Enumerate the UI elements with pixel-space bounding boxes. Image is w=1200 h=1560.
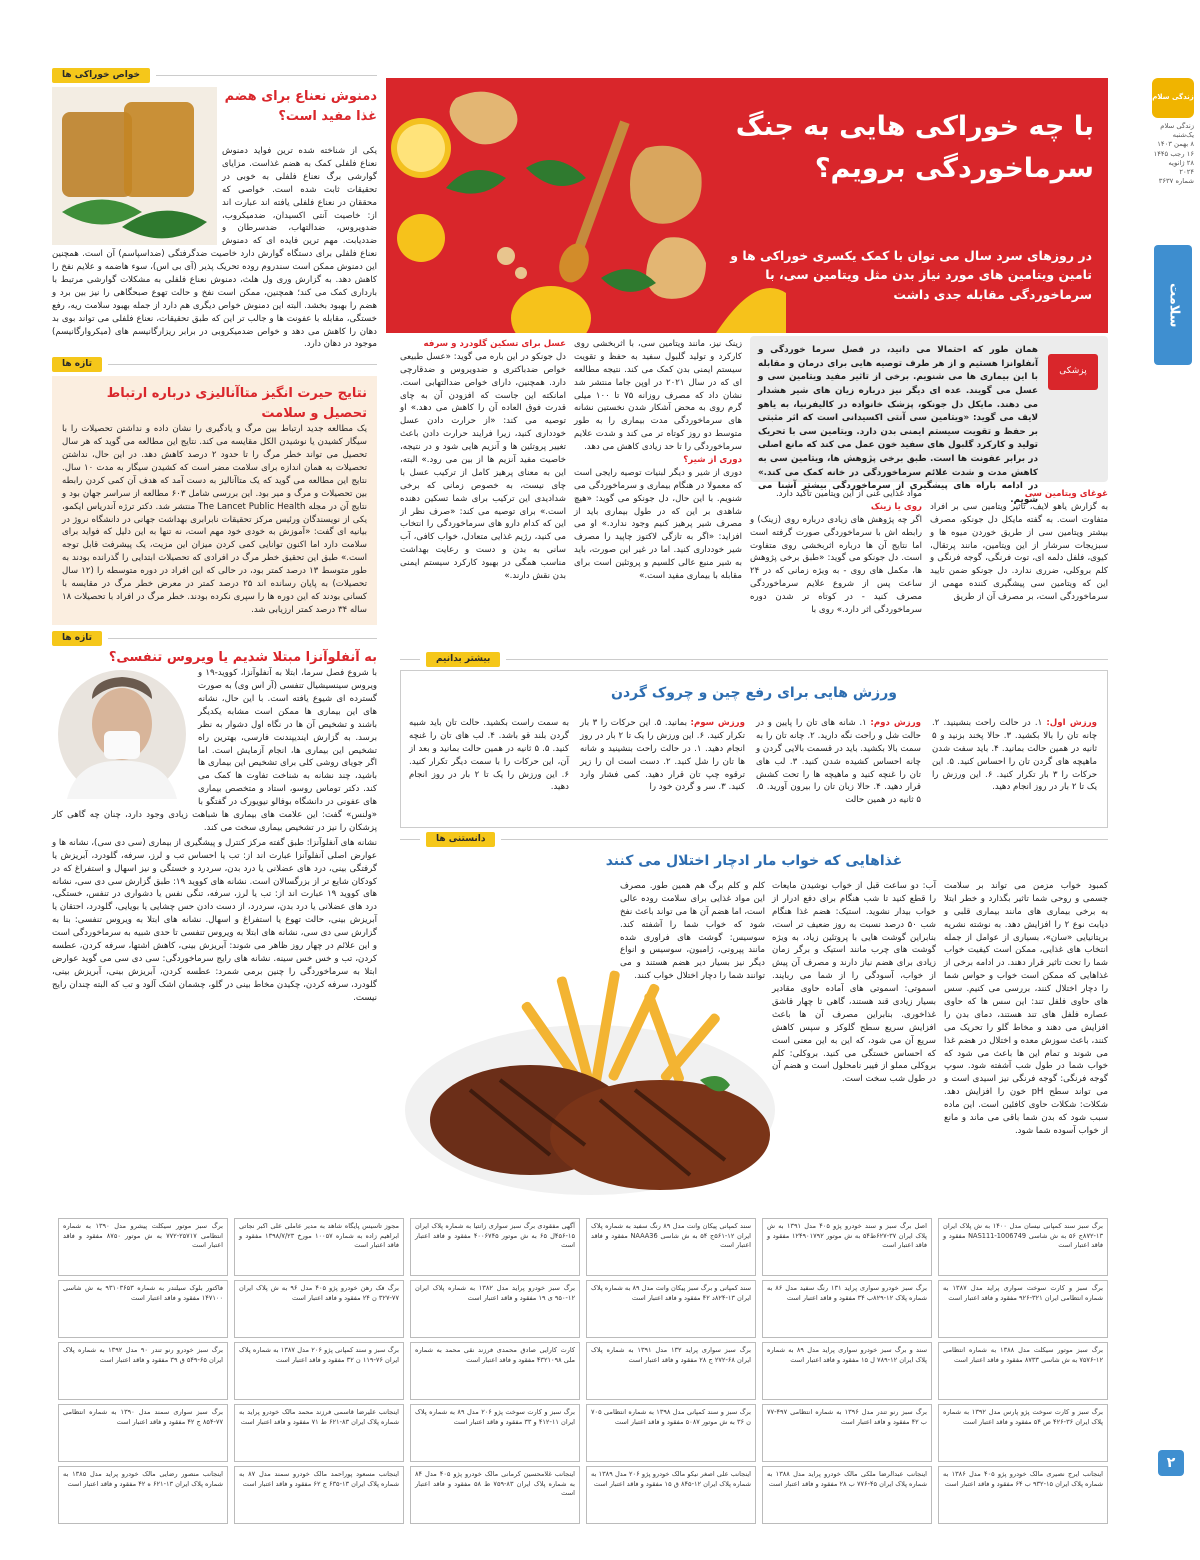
section-tag: خواص خوراکی ها: [52, 68, 150, 83]
section-tab[interactable]: سلامت: [1154, 245, 1192, 365]
exercise-col-3: ورزش سوم: بمانید. ۵. این حرکات را ۳ بار تکرار کنید. ۶. این ورزش را یک تا ۲ بار در روز انجام دهید. ۱. در حالت راحت بنشینید و شانه ها تان را شل کنید. ۲. دست است ان را زیر ترقوه چپ تان قرار دهید. کمی فشار وارد کنید. ۳. سر و گردن خود را: [580, 718, 746, 793]
classified-ad: برگ سبز و کارت سوخت پژو ۲۰۶ مدل ۸۹ به شماره پلاک ایران ۱۱-۴۱۲ و ۳۳ مفقود و فاقد اعتبار است: [410, 1404, 580, 1462]
classified-ad: اینجانب غلامحسین کرمانی مالک خودرو پژو ۴۰۵ مدل ۸۴ به شماره پلاک ایران ۸۳-۷۵۹ ط ۵۸ مفقود و فاقد اعتبار است: [410, 1466, 580, 1524]
exercise-col-4: به سمت راست بکشید. حالت تان باید شبیه گردن بلند قو باشد. ۴. لب های تان را غنچه کنید. ۵. ۵ ثانیه در همین حالت بمانید و بعد از آن، این حرکات را با سمت دیگر تکرار کنید. ۶. این ورزش را یک تا ۲ بار در روز انجام دهید.: [409, 718, 569, 793]
article-title: دمنوش نعناع برای هضم غذا مفید است؟: [224, 89, 377, 124]
sleep-col-1: کمبود خواب مزمن می تواند بر سلامت جسمی و روحی شما تاثیر بگذارد و خطر ابتلا به برخی بیماری های مانند بیماری قلبی و دیابت نوع ۲ را افزایش دهد. به نوشته نشریه بریتانیایی «سان»، بسیاری از عوامل از جمله انتخاب های غذایی، ممکن است کیفیت خواب شما را تحت تاثیر قرار دهند. در ادامه برخی از غذاهایی که ممکن است خواب و حواس شما را دچار اختلال کنند، بررسی می کنیم. سس های حاوی فلفل تند: این سس ها که حاوی عصاره فلفل های تند هستند، دمای بدن را افزایش می دهند و مخاط گلو را تحریک می کنند، باعث سوزش معده و اختلال در هضم غذا می شوند و تمام این ها باعث می شود که خواب شما در طول شب آشفته شود. سوپ گوجه فرنگی: گوجه فرنگی نیز اسیدی است و می تواند سطح pH خون را افزایش دهد. شکلات: شکلات حاوی کافئین است. این ماده سبب شود که بدن شما باقی می ماند و مانع از خواب آسوده شما شود.: [944, 881, 1108, 1136]
classified-ad: برگ سبز و سند کمپانی پژو ۲۰۶ مدل ۱۳۸۷ به شماره پلاک ایران ۷۶-۱۱۹ ن ۳۲ مفقود و فاقد اعتبار است: [234, 1342, 404, 1400]
leaf-icon: [446, 160, 656, 292]
issue-meta: زندگی سلام یک‌شنبه ۸ بهمن ۱۴۰۳ ۱۶ رجب ۱۴۴۵ ۲۸ ژانویه ۲۰۲۴ شماره ۳۶۳۷: [1153, 122, 1194, 186]
classified-ad: اینجانب علی اصغر نیکو مالک خودرو پژو ۲۰۶ مدل ۱۳۸۹ به شماره پلاک ایران ۱۲-۸۴۵ ق ۱۵ مفقود و فاقد اعتبار است: [586, 1466, 756, 1524]
classified-ad: برگ سبز سواری پراید ۱۳۲ مدل ۱۳۹۱ به شماره پلاک ایران ۶۸-۲۷۲ ج ۲۸ مفقود و فاقد اعتبار است: [586, 1342, 756, 1400]
classified-ad: برگ سبز خودرو سواری پراید ۱۳۱ رنگ سفید مدل ۸۶ به شماره پلاک ۱۲-۸۲۹ب ۳۴ مفقود و فاقد اعتبار است: [762, 1280, 932, 1338]
intro-box: [750, 336, 1108, 505]
exercise-title: ورزش هایی برای رفع چین و چروک گردن: [611, 685, 897, 701]
main-headline: با چه خوراکی هایی به جنگ سرماخوردگی برویم؟: [735, 111, 1094, 184]
section-tag: تازه ها: [52, 357, 102, 372]
intro-text: همان طور که احتمالا می دانید، در فصل سرما خوردگی و آنفلوانزا هستیم و از هر طرف توصیه هایی برای درمان و مقابله با این بیماری ها می شنویم. برخی از تاثیر مفید ویتامین سی و عسل می گویند. عده ای دیگر نیز درباره زیان های شیر هشدار می دهند. مایکل دل جونکو، پزشک خانواده در کالیفرنیا، به یاهو لایف می گوید: «ویتامین سی آنتی اکسیدانی است که اثر مثبتی بر حفظ و تقویت سیستم ایمنی بدن دارد. ویتامین سی با تحریک تولید و کارکرد گلبول های سفید خون عمل می کند که مانع اصلی در برابر عفونت ها است. طبق برخی پژوهش ها، ویتامین سی به کاهش مدت و شدت علائم سرماخوردگی در خانه کمک می کند.» در ادامه باراه های پیشگیری از سرماخوردگی بیشتر آشنا می شویم.: [758, 345, 1038, 505]
exercise-col-1: ورزش اول: ۱. در حالت راحت بنشینید. ۲. چانه تان را بالا بکشید. ۳. حالا پخند بزنید و ۵ ثانیه در همین حالت بمانید. ۴. باید سفت شدن ماهیچه های گردن تان را احساس کنید. ۵. این حرکات را ۳ بار تکرار کنید. ۶. این ورزش را یک تا ۲ بار در روز انجام دهید.: [932, 718, 1098, 793]
classified-ad: سند کمپانی پیکان وانت مدل ۸۹ رنگ سفید به شماره پلاک ایران ۱۲-۵۶۱ج ۵۴ به ش شاسی NAAA36 مفقود و فاقد اعتبار است: [586, 1218, 756, 1276]
masthead-strip: [1152, 78, 1194, 186]
main-subheadline: در روزهای سرد سال می توان با کمک یکسری خوراکی ها و تامین ویتامین های مورد نیاز بدن مثل ویتامین سی، با سرماخوردگی مقابله جدی داشت: [730, 248, 1092, 302]
left-column: [52, 68, 377, 1004]
classified-ad: اینجانب مسعود پوراحمد مالک خودرو سمند مدل ۸۷ به شماره پلاک ایران ۱۳-۶۳۵ ج ۶۲ مفقود و فاقد اعتبار است: [234, 1466, 404, 1524]
classified-ad: آگهی مفقودی برگ سبز سواری زانتیا به شماره پلاک ایران ۱۵-۴۵۶ل ۶۵ به ش موتور ۴۰۰۶۷۴۵ مفقود و فاقد اعتبار است: [410, 1218, 580, 1276]
article-col-1: غوغای ویتامین سی به گزارش یاهو لایف، تاثیر ویتامین سی بر افراد متفاوت است. به گفته مایکل دل جونکو، مصرف بیشتر ویتامین سی از طریق خوردن میوه ها و سبزیجات سرشار از این ویتامین، مانند پرتقال، کیوی، فلفل دلمه ای، توت فرنگی، گوجه فرنگی و کلم بروکلی، ضرری ندارد. دل جونکو ضمن تایید این که ویتامین سی پیشگیری کننده مهمی از سرماخوردگی است، بر مصرف آن از طریق: [930, 489, 1108, 603]
steak-fries-photo: [400, 960, 810, 1210]
sneezing-man-photo: [52, 669, 192, 799]
article-title: نتایج حیرت انگیز متاآنالیزی درباره ارتباط تحصیل و سلامت: [106, 386, 367, 421]
section-divider: دانستنی ها: [400, 832, 1108, 847]
section-divider: بیشتر بدانیم: [400, 652, 1108, 667]
sleep-col-3: کلم و کلم برگ هم همین طور. مصرف این مواد غذایی برای سلامت روده عالی است، اما هضم آن ها می تواند باعث نفخ شود که خواب شما را آشفته کند. سوسیس: گوشت های فراوری شده مانند پپرونی، ژامبون، سوسیس و انواع دیگر نیز بسیار دیر هضم هستند و می توانند شما را دچار اختلال خواب کنند.: [620, 881, 765, 982]
mint-tea-photo: [52, 87, 217, 245]
article-col-4: عسل برای تسکین گلودرد و سرفه دل جونکو در این باره می گوید: «عسل طبیعی خواص ضدباکتری و ضدویروس و ضدقارچی دارد. همچنین، دارای خواص ضدالتهابی است. امانکته این جاست که افزودن آن به چای قدرت فوق العاده آن را کاهش می دهد.» او توصیه می کند: «از حرارت دادن عسل خودداری کنید، زیرا فرایند حرارت دادن باعث تغییر پروتئین ها و آنزیم هایی شود و در نتیجه، خاصیت مفید آنزیم ها از بین می رود.» البته، این به معنای پرهیز کامل از ترکیب عسل با چای نیست، به خصوص زمانی که برخی شدادیدی این ترکیب برای شما تسکین دهنده است.» برای توصیه می کند: «صرف نظر از این که کدام دارو های سرماخوردگی را انتخاب می کنید، رژیم غذایی متعادل، خواب کافی، آب سانی به بدن و دست و رعایت بهداشت مناسب همگی در بهبود کارکرد سیستم ایمنی بدن نقش دارند.»: [400, 339, 566, 582]
article-body: با شروع فصل سرما، ابتلا به آنفلوآنزا، کووید-۱۹ و ویروس سینسیشیال تنفسی (آر اس وی) به صورت گسترده ای شیوع یافته است. با این حال، نشانه های این بیماری ها ممکن است مشابه یکدیگر باشند و تشخیص آن ها در نگاه اول دشوار به نظر برسد. به گزارش ایندیپندنت فارسی، بهترین راه تشخیص این بیماری ها، انجام آزمایش است. اما اگر جویای روشی کلی برای تشخیص این بیماری ها باشید، چند نشانه به شناخت تفاوت ها کمک می کند. دکتر توماس روسو، استاد و متخصص بیماری های عفونی در دانشگاه بوفالو نیویورک در گفتگو با «ولنس» گفت: این علامت های بیماری ها شباهت زیادی وجود دارد، چنان چه گاهی کار پزشکان را نیز در تشخیص بیماری سخت می کند. نشانه های آنفلوآنزا: طبق گفته مرکز کنترل و پیشگیری از بیماری (سی دی سی)، نشانه ها و عوارض اصلی آنفلوآنزا عبارت اند از: تب یا احساس تب و لرز، سرفه، گلودرد، آبریزش یا گرفتگی بینی، درد های عضلانی یا درد بدن، سردرد و خستگی و نیز اسهال و استفراغ که در کودکان شایع تر از بزرگسالان است. نشانه های کووید ۱۹: طبق گزارش سی دی سی، نشانه های کووید ۱۹ عبارت اند از: تب یا لرز، سرفه، تنگی نفس یا دشواری در تنفس، خستگی، درد های عضلانی یا درد بدن، سردرد، از دست دادن حس چشایی یا بویایی، گلودرد، احتقان یا آبریزش بینی، حالت تهوع یا استفراغ و اسهال. نشانه های ابتلا به ویروس تنفسی: بنا به گزارش سی دی سی، نشانه های ابتلا به ویروس تنفسی تا حدی شبیه به سرماخوردگی است و این علائم در چهار روز ظاهر می شوند: آبریزش بینی، کاهش اشتها، سرفه کردن، عطسه کردن، تب و خس خس سینه. نشانه های رایج سرماخوردگی: سی دی سی می گوید عوارض ابتلا به سرماخوردگی را چنین برمی شمرد: عطسه کردن، آبریزش بینی، آبریزش بینی، گلودرد، سرفه کردن، چکیدن مخاط بینی در گلو، چشمان اشک آلود و تب که البته چندان رایج نیست.: [52, 668, 377, 1003]
hero-banner: [386, 78, 1108, 333]
classified-ad: برگ سبز سواری سمند مدل ۱۳۹۰ به شماره انتظامی ۷۷-۸۵۴ ج ۴۲ مفقود و فاقد اعتبار است: [58, 1404, 228, 1462]
classified-ads: [52, 1218, 1108, 1526]
page-number: ۲: [1158, 1450, 1184, 1476]
article-title: به آنفلوآنزا مبتلا شدیم یا ویروس تنفسی؟: [108, 649, 377, 665]
classified-ad: برگ سبز و سند کمپانی مدل ۱۳۹۸ به شماره انتظامی ۷۰۵ ن ۳۶ به ش موتور ۵۰۸۷ مفقود و فاقد اعتبار است: [586, 1404, 756, 1462]
classified-ad: اصل برگ سبز و سند خودرو پژو ۴۰۵ مدل ۱۳۹۱ به ش پلاک ایران ۳۷-۶۲۷ط۵۴ به ش موتور ۱۲۴۹۰۱۷۹۲ مفقود و فاقد اعتبار است: [762, 1218, 932, 1276]
classified-ad: فاکتور بلوک سیلندر به شماره ۹۳۱۰۳۶۵۳ به ش شاسی ۱۴۷۱۰۰ مفقود و فاقد اعتبار است: [58, 1280, 228, 1338]
honey-dipper-icon: [554, 121, 630, 287]
article-col-3: زینک نیز، مانند ویتامین سی، با اثربخشی روی کارکرد و تولید گلبول سفید به حفظ و تقویت سیستم ایمنی بدن کمک می کند. نتیجه مطالعه ای که در سال ۲۰۲۱ در اوپن جاما منتشر شد نشان داد که مصرف روزانه ۷۵ تا ۱۰۰ میلی گرم روی به محض آشکار شدن نخستین نشانه های سرماخوردگی مدت بیماری را به طور متوسط دو روز کوتاه تر می کند و شدت علایم سرماخوردگی را تا حد زیادی کاهش می دهد. دوری از شیر؟ دوری از شیر و دیگر لبنیات توصیه رایجی است که معمولا در هنگام بیماری و سرماخوردگی می شنویم. با این حال، دل جونکو می گوید: «هیچ شاهدی بر این که در طول بیماری باید از مصرف شیر پرهیز کنیم وجود ندارد.» او می افزاید: «اگر به تازگی لاکتوز چاپید را مصرف شیر خودداری کنید. اما در غیر این صورت، باید به شیر منبع عالی کلسیم و پروتئین است برای مقابله با بیماری مفید است.»: [574, 339, 743, 582]
classified-ad: برگ سبز سند کمپانی نیسان مدل ۱۴۰۰ به ش پلاک ایران ۱۳-۸۷۲ج ۵۶ به ش شاسی NAS111-1006749 مفقود و فاقد اعتبار است: [938, 1218, 1108, 1276]
classified-ad: برگ سبز و کارت سوخت سواری پراید مدل ۱۳۸۷ به شماره انتظامی ایران ۳۲۱-۹۲۶ مفقود و فاقد اعتبار است: [938, 1280, 1108, 1338]
classified-ad: برگ سبز موتور سیکلت مدل ۱۳۸۸ به شماره انتظامی ۱۲-۷۵۷۶ به ش شاسی ۸۷۳۳ مفقود و فاقد اعتبار است: [938, 1342, 1108, 1400]
logo: زندگی سلام: [1152, 78, 1194, 118]
classified-ad: برگ سبز خودرو پراید مدل ۱۳۸۲ به شماره پلاک ایران ۱۲-۹۵۰ ی ۱۹ مفقود و فاقد اعتبار است: [410, 1280, 580, 1338]
category-badge: پزشکی: [1048, 354, 1098, 390]
classified-ad: برگ سبز موتور سیکلت پیشرو مدل ۱۳۹۰ به شماره انتظامی ۲۵۷۱۷-۷۷۲ به ش موتور ۸۷۵۰ مفقود و فاقد اعتبار است: [58, 1218, 228, 1276]
classified-ad: برگ فک رهن خودرو پژو ۴۰۵ مدل ۹۶ به ش پلاک ایران ۷۷-۳۲۷ ن ۲۴ مفقود و فاقد اعتبار است: [234, 1280, 404, 1338]
classified-ad: سند و برگ سبز خودرو سواری پراید مدل ۸۹ به شماره پلاک ایران ۱۲-۷۸۹ ل ۱۵ مفقود و فاقد اعتبار است: [762, 1342, 932, 1400]
sleep-title: غذاهایی که خواب مار ادچار اختلال می کنند: [605, 853, 903, 869]
section-tag: تازه ها: [52, 631, 102, 646]
article-col-2: مواد غذایی غنی از این ویتامین تاکید دارد. روی یا زینک اگر چه پژوهش های زیادی درباره روی (زینک) و رابطه اش با سرماخوردگی صورت گرفته است اما نتایج آن ها درباره اثربخشی روی متفاوت است. دل جونکو می گوید: «طبق برخی پژوهش ها، مکمل های روی - به ویژه زمانی که در ۲۴ ساعت پس از شروع علایم سرماخوردگی مصرف کنید - در کوتاه تر شدن دوره سرماخوردگی اثر دارد.» روی با: [750, 489, 922, 616]
article-body: یک مطالعه جدید ارتباط بین مرگ و یادگیری را نشان داده و نداشتن تحصیلات را با سیگار کشیدن یا نوشیدن الکل مقایسه می کند. نتایج این مطالعه می گوید که هر سال تحصیل می تواند خطر مرگ را تا حدود ۲ درصد کاهش دهد. در این حال، نداشتن تحصیلات به همان اندازه برای سلامت مضر است که کشیدن سیگار به مدت ۱۰ سال. نتایج این مطالعه می گوید که یک متاآنالیز به دست آمد که هدف آن کمی کردن رابطه بین تحصیلات و مرگ و میر بود. این بررسی شامل ۶۰۳ مطالعه از سراسر جهان بود و نتایج آن در مجله The Lancet Public Health منتشر شد. دکتر ترژه آندریاس ایکمو، یکی از نویسندگان ورئیس مرکز تحقیقات نابرابری بهداشت جهانی در دانشگاه نروژ در بیانیه ای گفت: «آموزش به خودی خود مهم است، نه تنها به این دلیل که فواید برای سلامت دارد اما اکنون توانایی کمی کردن میزان این مزیت، یک پیشرفت قابل توجه است.» طبق این تحقیق خطر مرگ در افرادی که تحصیلات ابتدایی را گذرانده بودند به طور متوسط ۱۳ درصد کمتر بود، در حالی که این افراد در دوره متوسطه را (۱۲ سال تحصیلات) به پایان رسانده اند ۲۵ درصد کمتر در معرض خطر مرگ در مقایسه با کسانی بودند که این دوره ها را سپری نکرده بودند. خطر مرگ در افراد با تحصیلات ۱۸ ساله ۳۴ درصد کمتر ارزیابی شد.: [62, 424, 368, 615]
classified-ad: اینجانب منصور رضایی مالک خودرو پراید مدل ۱۳۸۵ به شماره پلاک ایران ۱۳-۶۲۱ ه ۴۲ مفقود و فاقد اعتبار است: [58, 1466, 228, 1524]
classified-ad: اینجانب عبدالرضا ملکی مالک خودرو پراید مدل ۱۳۸۸ به شماره پلاک ایران ۴۵-۷۷۶ ب ۲۸ مفقود و فاقد اعتبار است: [762, 1466, 932, 1524]
exercise-box: [400, 670, 1108, 828]
classified-ad: برگ سبز رنو تندر مدل ۱۳۹۶ به شماره انتظامی ۴۹۷-۷۷ ب ۴۲ مفقود و فاقد اعتبار است: [762, 1404, 932, 1462]
classified-ad: برگ سبز و کارت سوخت پژو پارس مدل ۱۳۹۲ به شماره پلاک ایران ۳۶-۴۲۶ ص ۵۴ مفقود و فاقد اعتبار است: [938, 1404, 1108, 1462]
exercise-col-2: ورزش دوم: ۱. شانه های تان را پایین و در حالت شل و راحت نگه دارید. ۲. چانه تان را به سمت بالا بکشید. باید در قسمت بالایی گردن و چانه احساس کشیده شدن کنید. ۳. لب های تان را غنچه کنید و ماهیچه ها را تحت کشش قرار دهید. ۴. حالا زبان تان را بیرون آورید. ۵. ۵ ثانیه در همین حالت: [756, 718, 922, 806]
classified-ad: اینجانب ایرج نصیری مالک خودرو پژو ۴۰۵ مدل ۱۳۸۶ به شماره پلاک ایران ۱۵-۹۳۲ ب ۶۴ مفقود و فاقد اعتبار است: [938, 1466, 1108, 1524]
article-body: یکی از شناخته شده ترین فواید دمنوش نعناع فلفلی کمک به هضم غذاست. مزایای گوارشی برگ نعناع فلفلی به خوبی در تحقیقات ثابت شده است. خواصی که محققان در نعناع فلفلی یافته اند عبارت اند از: خاصیت آنتی اکسیدان، ضدمیکروب، ضدویروس، ضدالتهاب، ضدسرطان و ضددیابت. مهم ترین فایده ای که دمنوش نعناع فلفلی برای دستگاه گوارش دارد خاصیت ضدگرفتگی (ضداسپاسم) آن است. همچنین این دمنوش ممکن است سندروم روده تحریک پذیر (آی بی اس)، سوء هاضمه و علایم نفخ را کاهش دهد. به گزارش وری ول هلث، دمنوش نعناع فلفلی به مشکلات گوارشی مرتبط با بارداری کمک می کند؛ همچنین، ممکن است نفخ و حالت تهوع صبحگاهی را نیز بین برد و هضم را بهبود بخشد. البته این دمنوش خواص دیگری هم دارد از جمله بهبود سلامت ریه، رفع خستگی، مقابله با عفونت ها و جالب تر این که طبق تحقیقات، نعناع فلفلی می تواند بوی بد دهان را کاهش می دهد و خواص ضدمیکروبی در برابر ریزارگانیسم های (میکروارگانیسم) موجود در دهان دارد.: [52, 146, 377, 350]
classified-ad: مجوز تاسیس پایگاه شاهد به مدیر عاملی علی اکبر نجاتی ابراهیم زاده به شماره ۱۰۰۵۷ مورخ ۱۳۹۸/۷/۲۳ مفقود و فاقد اعتبار است: [234, 1218, 404, 1276]
classified-ad: اینجانب علیرضا قاسمی فرزند محمد مالک خودرو پراید به شماره پلاک ایران ۸۳-۶۲۱ ط ۷۱ مفقود و فاقد اعتبار است: [234, 1404, 404, 1462]
classified-ad: سند کمپانی و برگ سبز پیکان وانت مدل ۸۹ به شماره پلاک ایران ۱۳-۸۲۴د ۴۲ مفقود و فاقد اعتبار است: [586, 1280, 756, 1338]
news-box: [52, 376, 377, 624]
sleep-col-2: آب: دو ساعت قبل از خواب نوشیدن مایعات را قطع کنید تا شب هنگام برای دفع ادرار از خواب بیدار نشوید. استیک: هضم غذا هنگام شب ۵۰ درصد نسبت به روز ضعیف تر است، بنابراین گوشت هایی با پروتئین زیاد، به ویژه گوشت های چرب مانند استیک و برگر زمان زیادی برای هضم نیاز دارند و مصرف آن پیش از خواب، آسودگی را از شما می ربایند. اسموتی: اسموتی های آماده حاوی مقادیر بسیار زیادی قند هستند، گاهی تا چهار قاشق غذاخوری. بنابراین مصرف آن ها باعث افزایش سریع سطح گلوکز و سپس کاهش سریع آن می شود، که این به این معنی است که احساس خستگی می کنید. بروکلی: کلم بروکلی مملو از فیبر نامحلول است و هضم آن در طول شب سخت است.: [772, 881, 937, 1085]
classified-ad: کارت کارایی صادق محمدی فرزند نقی محمد به شماره ملی ۴۳۲۱۰۹۸ مفقود و فاقد اعتبار است: [410, 1342, 580, 1400]
classified-ad: برگ سبز خودرو رنو تندر ۹۰ مدل ۱۳۹۲ به شماره پلاک ایران ۶۵-۵۴۹ ق ۳۹ مفقود و فاقد اعتبار است: [58, 1342, 228, 1400]
